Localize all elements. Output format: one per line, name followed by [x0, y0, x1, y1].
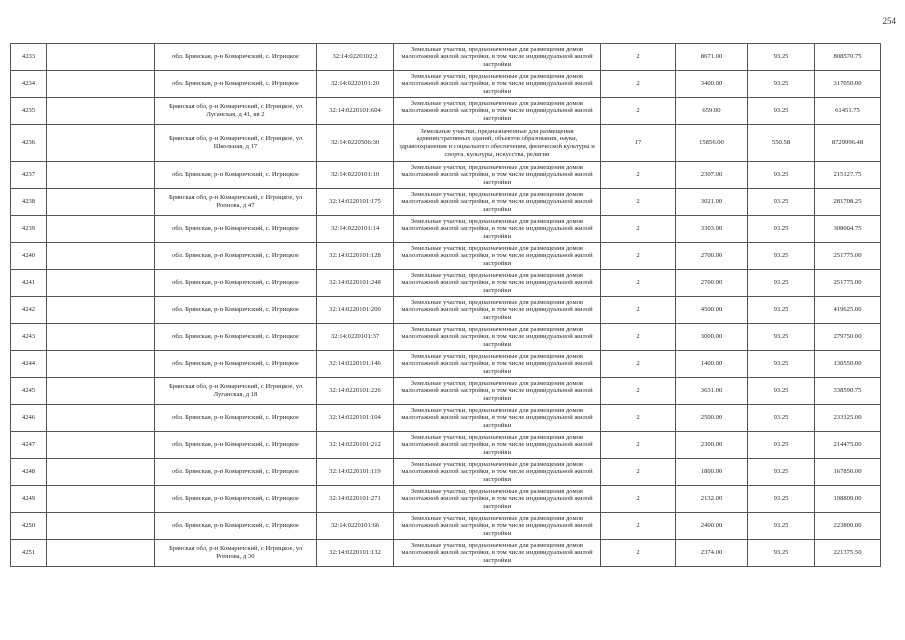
- area-cell: 2500.00: [676, 405, 748, 432]
- row-number-cell: 4233: [11, 44, 47, 71]
- row-number-cell: 4250: [11, 513, 47, 540]
- land-use-purpose-cell: Земельные участки, предназначенные для размещения домов малоэтажной жилой застройки, в том числе индивидуальной жилой застройки: [394, 189, 601, 216]
- purpose-code-cell: 2: [601, 71, 676, 98]
- specific-value-cell: 93.25: [748, 513, 815, 540]
- purpose-code-cell: 2: [601, 459, 676, 486]
- purpose-code-cell: 2: [601, 162, 676, 189]
- table-row: [11, 432, 881, 459]
- purpose-code-cell: 17: [601, 125, 676, 162]
- empty-cell: [47, 324, 155, 351]
- address-cell: Брянская обл, р-н Комаричский, с Игрицкое, ул Ропнова, д 30: [155, 540, 317, 567]
- row-number-cell: 4239: [11, 216, 47, 243]
- address-cell: обл. Брянская, р-н Комаричский, с. Игрицкое: [155, 459, 317, 486]
- purpose-code-cell: 2: [601, 270, 676, 297]
- empty-cell: [47, 405, 155, 432]
- cadastral-value-cell: 279750.00: [815, 324, 881, 351]
- row-number-cell: 4234: [11, 71, 47, 98]
- purpose-code-cell: 2: [601, 432, 676, 459]
- purpose-code-cell: 2: [601, 378, 676, 405]
- table-row: [11, 378, 881, 405]
- area-cell: 2374.00: [676, 540, 748, 567]
- cadastral-value-cell: 233125.00: [815, 405, 881, 432]
- specific-value-cell: 93.25: [748, 432, 815, 459]
- purpose-code-cell: 2: [601, 405, 676, 432]
- land-use-purpose-cell: Земельные участки, предназначенные для размещения домов малоэтажной жилой застройки, в том числе индивидуальной жилой застройки: [394, 378, 601, 405]
- address-cell: обл. Брянская, р-н Комаричский, с. Игрицкое: [155, 432, 317, 459]
- specific-value-cell: 93.25: [748, 297, 815, 324]
- cadastral-value-cell: 251775.00: [815, 270, 881, 297]
- purpose-code-cell: 2: [601, 44, 676, 71]
- purpose-code-cell: 2: [601, 189, 676, 216]
- specific-value-cell: 93.25: [748, 243, 815, 270]
- empty-cell: [47, 270, 155, 297]
- cadastral-value-cell: 223800.00: [815, 513, 881, 540]
- land-use-purpose-cell: Земельные участки, предназначенные для размещения домов малоэтажной жилой застройки, в том числе индивидуальной жилой застройки: [394, 540, 601, 567]
- empty-cell: [47, 243, 155, 270]
- register-body: [11, 44, 881, 567]
- cadastral-value-cell: 808570.75: [815, 44, 881, 71]
- cadastral-number-cell: 32:14:0220101:146: [317, 351, 394, 378]
- row-number-cell: 4246: [11, 405, 47, 432]
- empty-cell: [47, 432, 155, 459]
- row-number-cell: 4249: [11, 486, 47, 513]
- row-number-cell: 4244: [11, 351, 47, 378]
- cadastral-value-cell: 61451.75: [815, 98, 881, 125]
- land-use-purpose-cell: Земельные участки, предназначенные для размещения домов малоэтажной жилой застройки, в том числе индивидуальной жилой застройки: [394, 98, 601, 125]
- land-use-purpose-cell: Земельные участки, предназначенные для размещения домов малоэтажной жилой застройки, в том числе индивидуальной жилой застройки: [394, 216, 601, 243]
- area-cell: 2307.00: [676, 162, 748, 189]
- area-cell: 659.00: [676, 98, 748, 125]
- address-cell: обл. Брянская, р-н Комаричский, с. Игрицкое: [155, 324, 317, 351]
- address-cell: обл. Брянская, р-н Комаричский, с. Игрицкое: [155, 44, 317, 71]
- cadastral-number-cell: 32:14:0220101:10: [317, 162, 394, 189]
- table-row: [11, 459, 881, 486]
- land-use-purpose-cell: Земельные участки, предназначенные для размещения административных зданий, объектов образования, науки, здравоохранения и социального обеспечения, физической культуры и спорта, культуры, искусства, религии: [394, 125, 601, 162]
- specific-value-cell: 93.25: [748, 351, 815, 378]
- purpose-code-cell: 2: [601, 540, 676, 567]
- table-row: [11, 44, 881, 71]
- address-cell: Брянская обл, р-н Комаричский, с Игрицкое, ул Луганская, д 41, кв 2: [155, 98, 317, 125]
- purpose-code-cell: 2: [601, 351, 676, 378]
- address-cell: обл. Брянская, р-н Комаричский, с. Игрицкое: [155, 405, 317, 432]
- purpose-code-cell: 2: [601, 324, 676, 351]
- specific-value-cell: 93.25: [748, 459, 815, 486]
- address-cell: Брянская обл, р-н Комаричский, с Игрицкое, ул Школьная, д 17: [155, 125, 317, 162]
- empty-cell: [47, 459, 155, 486]
- table-row: [11, 162, 881, 189]
- cadastral-number-cell: 32:14:0220101:20: [317, 71, 394, 98]
- empty-cell: [47, 162, 155, 189]
- cadastral-value-cell: 281708.25: [815, 189, 881, 216]
- specific-value-cell: 93.25: [748, 378, 815, 405]
- cadastral-number-cell: 32:14:0220101:226: [317, 378, 394, 405]
- empty-cell: [47, 44, 155, 71]
- land-use-purpose-cell: Земельные участки, предназначенные для размещения домов малоэтажной жилой застройки, в том числе индивидуальной жилой застройки: [394, 432, 601, 459]
- empty-cell: [47, 297, 155, 324]
- land-use-purpose-cell: Земельные участки, предназначенные для размещения домов малоэтажной жилой застройки, в том числе индивидуальной жилой застройки: [394, 351, 601, 378]
- table-row: [11, 486, 881, 513]
- row-number-cell: 4240: [11, 243, 47, 270]
- table-row: [11, 540, 881, 567]
- specific-value-cell: 93.25: [748, 162, 815, 189]
- page-number: 254: [882, 16, 896, 26]
- specific-value-cell: 93.25: [748, 44, 815, 71]
- cadastral-value-cell: 251775.00: [815, 243, 881, 270]
- purpose-code-cell: 2: [601, 297, 676, 324]
- empty-cell: [47, 351, 155, 378]
- area-cell: 8671.00: [676, 44, 748, 71]
- table-row: [11, 125, 881, 162]
- empty-cell: [47, 378, 155, 405]
- cadastral-number-cell: 32:14:0220101:128: [317, 243, 394, 270]
- specific-value-cell: 93.25: [748, 270, 815, 297]
- row-number-cell: 4243: [11, 324, 47, 351]
- area-cell: 3021.00: [676, 189, 748, 216]
- cadastral-value-cell: 167850.00: [815, 459, 881, 486]
- table-row: [11, 270, 881, 297]
- cadastral-value-cell: 215127.75: [815, 162, 881, 189]
- address-cell: обл. Брянская, р-н Комаричский, с. Игрицкое: [155, 216, 317, 243]
- area-cell: 2300.00: [676, 432, 748, 459]
- land-register-table: [10, 43, 881, 567]
- purpose-code-cell: 2: [601, 243, 676, 270]
- land-use-purpose-cell: Земельные участки, предназначенные для размещения домов малоэтажной жилой застройки, в том числе индивидуальной жилой застройки: [394, 71, 601, 98]
- cadastral-number-cell: 32:14:0220101:175: [317, 189, 394, 216]
- empty-cell: [47, 98, 155, 125]
- address-cell: обл. Брянская, р-н Комаричский, с. Игрицкое: [155, 297, 317, 324]
- table-row: [11, 216, 881, 243]
- row-number-cell: 4235: [11, 98, 47, 125]
- address-cell: обл. Брянская, р-н Комаричский, с. Игрицкое: [155, 513, 317, 540]
- cadastral-number-cell: 32:14:0220101:132: [317, 540, 394, 567]
- row-number-cell: 4242: [11, 297, 47, 324]
- table-row: [11, 189, 881, 216]
- cadastral-number-cell: 32:14:0220101:212: [317, 432, 394, 459]
- cadastral-number-cell: 32:14:0220101:200: [317, 297, 394, 324]
- specific-value-cell: 93.25: [748, 486, 815, 513]
- address-cell: обл. Брянская, р-н Комаричский, с. Игрицкое: [155, 162, 317, 189]
- cadastral-value-cell: 308004.75: [815, 216, 881, 243]
- specific-value-cell: 93.25: [748, 71, 815, 98]
- cadastral-number-cell: 32:14:0220101:604: [317, 98, 394, 125]
- land-use-purpose-cell: Земельные участки, предназначенные для размещения домов малоэтажной жилой застройки, в том числе индивидуальной жилой застройки: [394, 44, 601, 71]
- purpose-code-cell: 2: [601, 513, 676, 540]
- table-row: [11, 297, 881, 324]
- area-cell: 3400.00: [676, 71, 748, 98]
- land-use-purpose-cell: Земельные участки, предназначенные для размещения домов малоэтажной жилой застройки, в том числе индивидуальной жилой застройки: [394, 297, 601, 324]
- address-cell: обл. Брянская, р-н Комаричский, с. Игрицкое: [155, 71, 317, 98]
- address-cell: Брянская обл, р-н Комаричский, с Игрицкое, ул Луганская, д 18: [155, 378, 317, 405]
- address-cell: обл. Брянская, р-н Комаричский, с. Игрицкое: [155, 270, 317, 297]
- cadastral-number-cell: 32:14:0220506:30: [317, 125, 394, 162]
- cadastral-value-cell: 214475.00: [815, 432, 881, 459]
- area-cell: 3000.00: [676, 324, 748, 351]
- table-row: [11, 98, 881, 125]
- land-use-purpose-cell: Земельные участки, предназначенные для размещения домов малоэтажной жилой застройки, в том числе индивидуальной жилой застройки: [394, 243, 601, 270]
- empty-cell: [47, 189, 155, 216]
- row-number-cell: 4247: [11, 432, 47, 459]
- row-number-cell: 4245: [11, 378, 47, 405]
- table-row: [11, 513, 881, 540]
- table-row: [11, 243, 881, 270]
- empty-cell: [47, 486, 155, 513]
- table-row: [11, 324, 881, 351]
- empty-cell: [47, 216, 155, 243]
- area-cell: 2132.00: [676, 486, 748, 513]
- land-use-purpose-cell: Земельные участки, предназначенные для размещения домов малоэтажной жилой застройки, в том числе индивидуальной жилой застройки: [394, 162, 601, 189]
- table-row: [11, 71, 881, 98]
- empty-cell: [47, 71, 155, 98]
- row-number-cell: 4237: [11, 162, 47, 189]
- area-cell: 3631.00: [676, 378, 748, 405]
- land-use-purpose-cell: Земельные участки, предназначенные для размещения домов малоэтажной жилой застройки, в том числе индивидуальной жилой застройки: [394, 513, 601, 540]
- land-use-purpose-cell: Земельные участки, предназначенные для размещения домов малоэтажной жилой застройки, в том числе индивидуальной жилой застройки: [394, 459, 601, 486]
- purpose-code-cell: 2: [601, 216, 676, 243]
- address-cell: Брянская обл, р-н Комаричский, с Игрицкое, ул Ропнова, д 47: [155, 189, 317, 216]
- empty-cell: [47, 540, 155, 567]
- address-cell: обл. Брянская, р-н Комаричский, с. Игрицкое: [155, 243, 317, 270]
- cadastral-value-cell: 419625.00: [815, 297, 881, 324]
- cadastral-value-cell: 338590.75: [815, 378, 881, 405]
- specific-value-cell: 550.58: [748, 125, 815, 162]
- area-cell: 4500.00: [676, 297, 748, 324]
- cadastral-value-cell: 130550.00: [815, 351, 881, 378]
- row-number-cell: 4248: [11, 459, 47, 486]
- specific-value-cell: 93.25: [748, 405, 815, 432]
- row-number-cell: 4251: [11, 540, 47, 567]
- table-row: [11, 405, 881, 432]
- empty-cell: [47, 125, 155, 162]
- row-number-cell: 4238: [11, 189, 47, 216]
- land-use-purpose-cell: Земельные участки, предназначенные для размещения домов малоэтажной жилой застройки, в том числе индивидуальной жилой застройки: [394, 405, 601, 432]
- land-use-purpose-cell: Земельные участки, предназначенные для размещения домов малоэтажной жилой застройки, в том числе индивидуальной жилой застройки: [394, 270, 601, 297]
- area-cell: 2700.00: [676, 270, 748, 297]
- specific-value-cell: 93.25: [748, 216, 815, 243]
- cadastral-value-cell: 198809.00: [815, 486, 881, 513]
- cadastral-number-cell: 32:14:0220101:37: [317, 324, 394, 351]
- area-cell: 3303.00: [676, 216, 748, 243]
- purpose-code-cell: 2: [601, 98, 676, 125]
- empty-cell: [47, 513, 155, 540]
- cadastral-number-cell: 32:14:0220101:104: [317, 405, 394, 432]
- land-use-purpose-cell: Земельные участки, предназначенные для размещения домов малоэтажной жилой застройки, в том числе индивидуальной жилой застройки: [394, 486, 601, 513]
- table-row: [11, 351, 881, 378]
- purpose-code-cell: 2: [601, 486, 676, 513]
- land-use-purpose-cell: Земельные участки, предназначенные для размещения домов малоэтажной жилой застройки, в том числе индивидуальной жилой застройки: [394, 324, 601, 351]
- cadastral-value-cell: 8729996.48: [815, 125, 881, 162]
- area-cell: 2700.00: [676, 243, 748, 270]
- cadastral-value-cell: 221375.50: [815, 540, 881, 567]
- cadastral-number-cell: 32:14:0220101:271: [317, 486, 394, 513]
- area-cell: 15856.00: [676, 125, 748, 162]
- row-number-cell: 4236: [11, 125, 47, 162]
- cadastral-number-cell: 32:14:0220101:248: [317, 270, 394, 297]
- area-cell: 2400.00: [676, 513, 748, 540]
- area-cell: 1800.00: [676, 459, 748, 486]
- specific-value-cell: 93.25: [748, 540, 815, 567]
- cadastral-number-cell: 32:14:0220102:2: [317, 44, 394, 71]
- cadastral-value-cell: 317050.00: [815, 71, 881, 98]
- specific-value-cell: 93.25: [748, 324, 815, 351]
- specific-value-cell: 93.25: [748, 98, 815, 125]
- row-number-cell: 4241: [11, 270, 47, 297]
- cadastral-number-cell: 32:14:0220101:119: [317, 459, 394, 486]
- address-cell: обл. Брянская, р-н Комаричский, с. Игрицкое: [155, 351, 317, 378]
- area-cell: 1400.00: [676, 351, 748, 378]
- cadastral-number-cell: 32:14:0220101:14: [317, 216, 394, 243]
- cadastral-number-cell: 32:14:0220101:66: [317, 513, 394, 540]
- address-cell: обл. Брянская, р-н Комаричский, с. Игрицкое: [155, 486, 317, 513]
- specific-value-cell: 93.25: [748, 189, 815, 216]
